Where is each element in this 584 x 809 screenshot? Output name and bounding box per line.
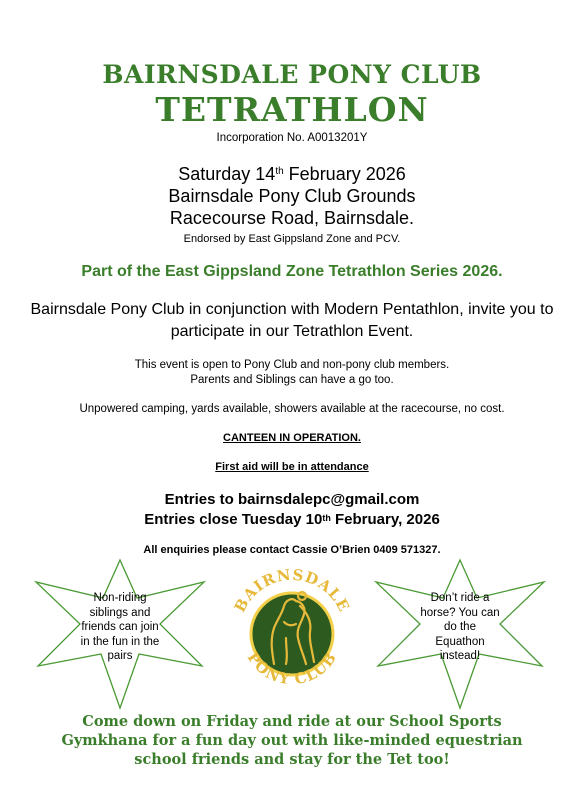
left-star-text: Non-riding siblings and friends can join in the fun in the pairs: [80, 592, 160, 662]
incorporation-number: Incorporation No. A0013201Y: [216, 132, 368, 144]
eligibility-line-2: Parents and Siblings can have a go too.: [190, 374, 394, 386]
pony-club-logo: [226, 566, 358, 700]
footer-message: [0, 712, 584, 769]
logo-top-text: BAIRNSDALE: [230, 566, 354, 616]
club-name: BAIRNSDALE PONY CLUB: [102, 60, 482, 89]
endorsement: Endorsed by East Gippsland Zone and PCV.: [183, 233, 401, 245]
entries-info: [0, 490, 584, 530]
enquiries-contact: All enquiries please contact Cassie O’Brien 0409 571327.: [143, 544, 441, 556]
entries-email: Entries to bairnsdalepc@gmail.com: [164, 491, 420, 508]
canteen-notice: CANTEEN IN OPERATION.: [223, 432, 361, 444]
event-address: Racecourse Road, Bairnsdale.: [169, 208, 415, 228]
event-venue: Bairnsdale Pony Club Grounds: [168, 186, 416, 206]
invitation: [0, 299, 584, 343]
first-aid-notice: First aid will be in attendance: [215, 461, 369, 473]
event-date: Saturday 14th February 2026: [178, 164, 406, 184]
footer-line-2: Gymkhana for a fun day out with like-minded equestrian: [61, 732, 523, 749]
logo-bottom-text: PONY CLUB: [243, 648, 341, 689]
eligibility-info: [0, 358, 584, 388]
footer-line-3: school friends and stay for the Tet too!: [134, 751, 450, 768]
event-details: [0, 163, 584, 229]
footer-line-1: Come down on Friday and ride at our School Sports: [82, 713, 502, 730]
eligibility-line-1: This event is open to Pony Club and non-pony club members.: [134, 359, 450, 371]
invitation-line-2: participate in our Tetrathlon Event.: [170, 323, 414, 340]
entries-close: Entries close Tuesday 10th February, 2026: [144, 511, 440, 528]
series-heading: Part of the East Gippsland Zone Tetrathlon Series 2026.: [81, 263, 503, 280]
event-title: TETRATHLON: [155, 90, 429, 129]
camping-info: Unpowered camping, yards available, showers available at the racecourse, no cost.: [79, 403, 505, 415]
invitation-line-1: Bairnsdale Pony Club in conjunction with Modern Pentathlon, invite you to: [30, 301, 554, 318]
right-star-text: Don’t ride a horse? You can do the Equathon instead!: [420, 592, 500, 662]
